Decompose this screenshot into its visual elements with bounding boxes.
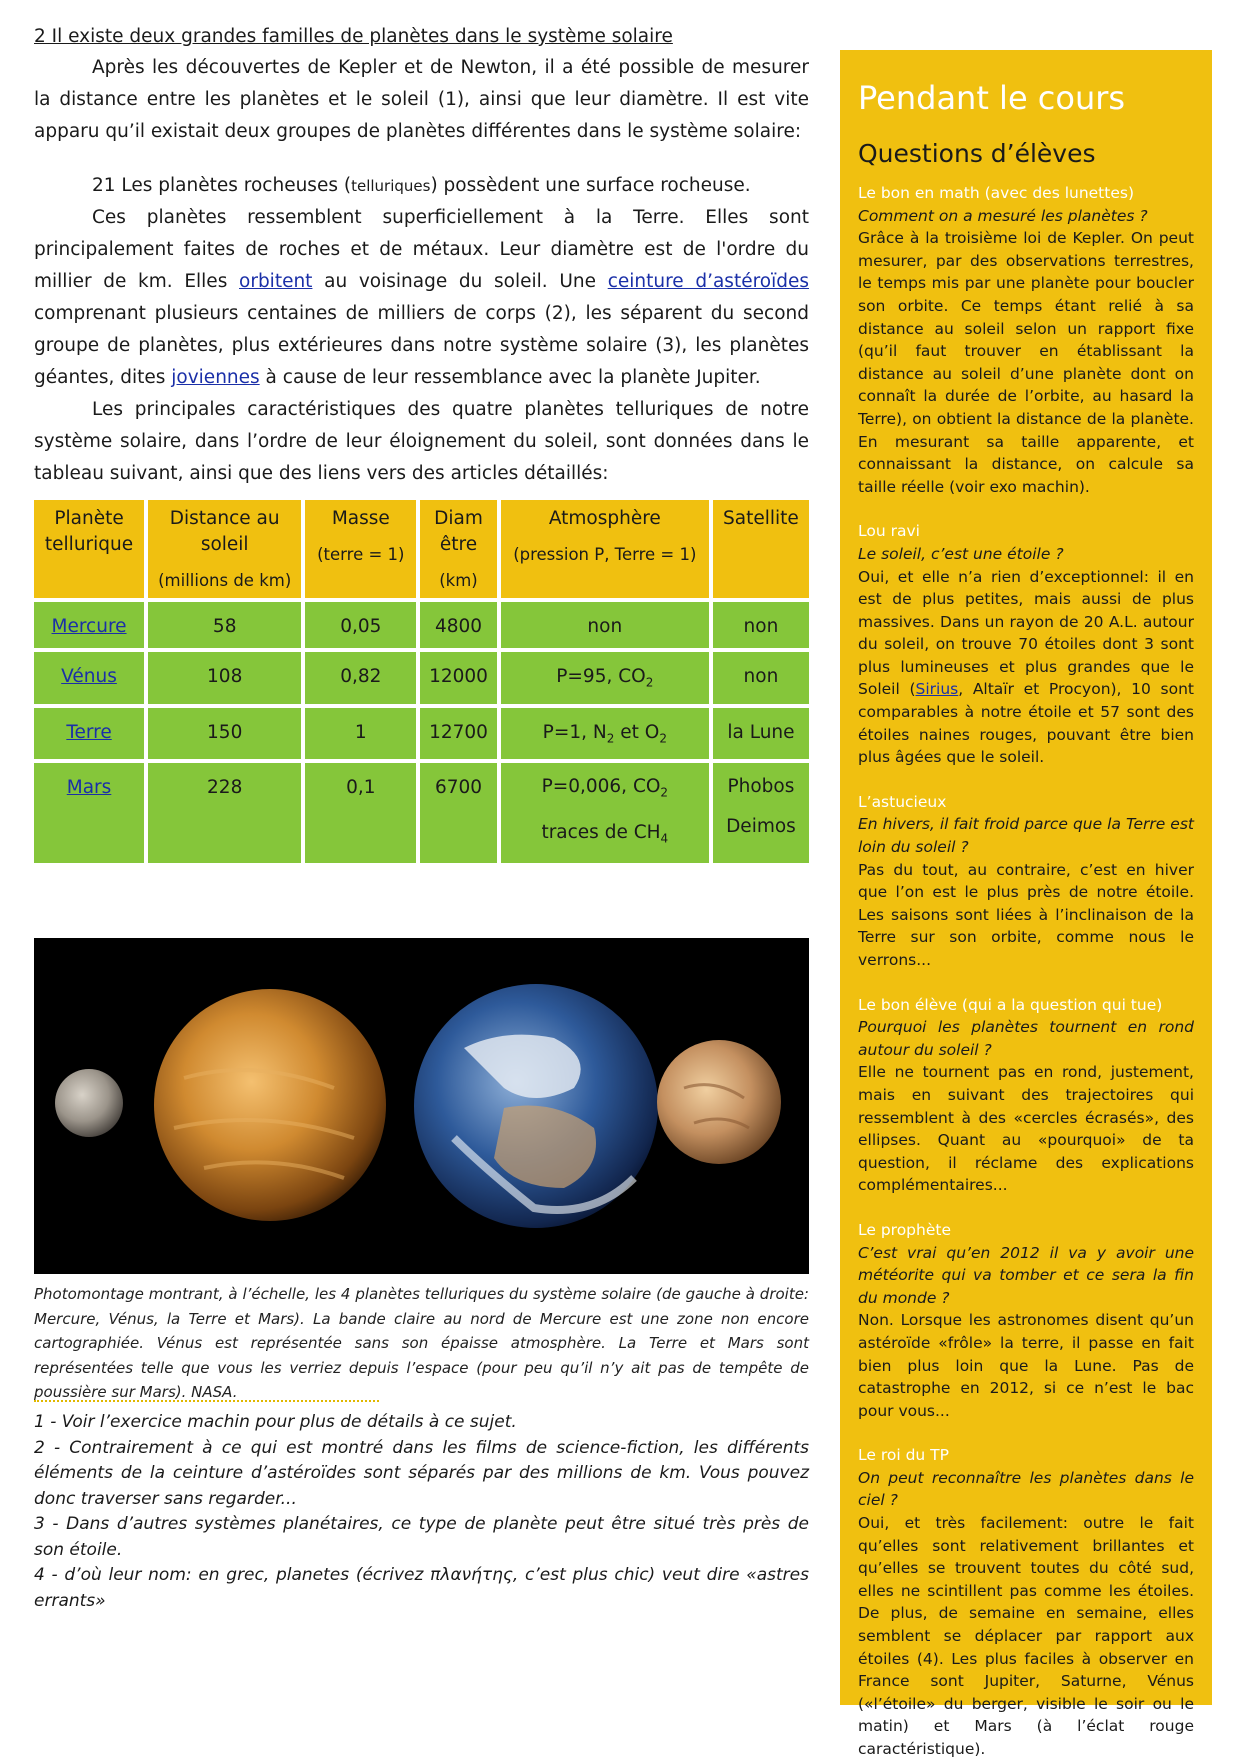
sidebar-subtitle: Questions d’élèves <box>858 139 1096 168</box>
cell-satellite: non <box>713 652 809 704</box>
teacher-answer: Elle ne tournent pas en rond, justement, mais en suivant des trajectoires qui ressemblent à des «cercles écrasés», des ellipses. Quant au «pourquoi» de ta question, il réclame des explications complémentaires... <box>858 1063 1194 1195</box>
table-row <box>34 708 809 760</box>
student-question: Le soleil, c’est une étoile ? <box>858 544 1064 563</box>
terre-link[interactable]: Terre <box>66 721 112 743</box>
question-block <box>858 520 1194 769</box>
subheading-text-end: ) possèdent une surface rocheuse. <box>430 175 751 196</box>
student-question: En hivers, il fait froid parce que la Terre est loin du soleil ? <box>858 815 1194 857</box>
col-satellite: Satellite <box>713 500 809 598</box>
para-text: à cause de leur ressemblance avec la planète Jupiter. <box>259 367 761 388</box>
student-name: L’astucieux <box>858 792 947 811</box>
cell-diameter: 6700 <box>420 763 496 862</box>
teacher-answer: Oui, et elle n’a rien d’exceptionnel: il en est de plus petites, mais aussi de plus massives. Dans un rayon de 20 A.L. autour du soleil, on trouve 70 étoiles dont 3 sont plus lumineuses et plus grandes que le Soleil (Sirius, Altaïr et Procyon), 10 sont comparables à notre étoile et 57 sont des étoiles naines rouges, pouvant être bien plus âgées que le soleil. <box>858 567 1194 767</box>
table-header-row <box>34 500 809 598</box>
footnote-2: 2 - Contrairement à ce qui est montré dans les films de science-fiction, les différents éléments de la ceinture d’astéroïdes sont séparés par des millions de km. Vous pouvez donc traverser sans regarder... <box>34 1437 809 1509</box>
cell-satellite: la Lune <box>713 708 809 760</box>
section-heading: 2 Il existe deux grandes familles de planètes dans le système solaire <box>34 26 673 47</box>
teacher-answer: Oui, et très facilement: outre le fait qu’elles sont relativement brillantes et qu’elles se trouvent toutes du côté sud, elles ne scintillent pas comme les étoiles. De plus, de semaine en semaine, elles semblent se déplacer par rapport aux étoiles (4). Les plus faciles à observer en France sont Jupiter, Saturne, Vénus («l’étoile» du berger, visible le soir ou le matin) et Mars (à l’éclat rouge caractéristique). <box>858 1514 1194 1758</box>
footnote-3: 3 - Dans d’autres systèmes planétaires, ce type de planète peut être situé très près de son étoile. <box>34 1514 809 1560</box>
cell-distance: 58 <box>148 602 301 648</box>
sidebar-title: Pendant le cours <box>858 79 1126 117</box>
cell-atmosphere: P=0,006, $CO_2$ traces de $CH_4$ <box>501 763 709 862</box>
planets-photomontage <box>34 938 809 1274</box>
cell-atmosphere: P=1, $N_2$ et $O_2$ <box>501 708 709 760</box>
student-question: Comment on a mesuré les planètes ? <box>858 206 1148 225</box>
cell-mass: 0,1 <box>305 763 416 862</box>
teacher-answer: Non. Lorsque les astronomes disent qu’un astéroïde «frôle» la terre, il passe en fait bien plus loin que la Lune. Pas de catastrophe en 2012, si ce n’est le bac pour vous... <box>858 1311 1194 1420</box>
mars-planet <box>657 1040 781 1164</box>
main-column <box>34 24 809 867</box>
cell-atmosphere: P=95, $CO_2$ <box>501 652 709 704</box>
photo-caption: Photomontage montrant, à l’échelle, les 4 planètes telluriques du système solaire (de gauche à droite: Mercure, Vénus, la Terre et Mars). La bande claire au nord de Mercure est une zone non encore cartographiée. Vénus est représentée sans son épaisse atmosphère. La Terre et Mars sont représentées telle que vous les verriez depuis l’espace (pour peu qu’il n’y ait pas de tempête de poussière sur Mars). NASA. <box>34 1285 809 1401</box>
table-row <box>34 652 809 704</box>
table-row <box>34 602 809 648</box>
question-block <box>858 791 1194 972</box>
footnotes <box>34 1410 809 1614</box>
mars-link[interactable]: Mars <box>66 777 112 799</box>
planets-table <box>30 496 813 867</box>
col-planet: Planète tellurique <box>34 500 144 598</box>
student-name: Le bon en math (avec des lunettes) <box>858 184 1134 202</box>
cell-mass: 1 <box>305 708 416 760</box>
col-atmosphere: Atmosphère (pression P, Terre = 1) <box>501 500 709 598</box>
footnote-1: 1 - Voir l’exercice machin pour plus de détails à ce sujet. <box>34 1412 517 1432</box>
mercure-link[interactable]: Mercure <box>51 616 127 637</box>
cell-distance: 150 <box>148 708 301 760</box>
orbitent-link[interactable]: orbitent <box>239 271 313 292</box>
cell-atmosphere: non <box>501 602 709 648</box>
sirius-link[interactable]: Sirius <box>915 680 959 699</box>
para-text: comprenant plusieurs centaines de milliers de corps (2), les séparent du second groupe de planètes, plus extérieures dans notre système solaire (3), les planètes géantes, dites <box>34 303 809 388</box>
question-block <box>858 994 1194 1197</box>
student-question: C’est vrai qu’en 2012 il va y avoir une météorite qui va tomber et ce sera la fin du monde ? <box>858 1243 1194 1307</box>
question-block <box>858 1219 1194 1422</box>
cell-satellite: non <box>713 602 809 648</box>
table-row <box>34 763 809 862</box>
col-distance: Distance au soleil (millions de km) <box>148 500 301 598</box>
student-question: Pourquoi les planètes tournent en rond autour du soleil ? <box>858 1018 1194 1059</box>
table-intro-paragraph: Les principales caractéristiques des quatre planètes telluriques de notre système solaire, dans l’ordre de leur éloignement du soleil, sont données dans le tableau suivant, ainsi que des liens vers des articles détaillés: <box>34 399 809 484</box>
cell-satellite: Phobos Deimos <box>713 763 809 862</box>
teacher-answer: Pas du tout, au contraire, c’est en hiver que l’on est le plus près de notre étoile. Les saisons sont liées à l’inclinaison de la Terre sur son orbite, comme nous le verrons... <box>858 860 1194 969</box>
cell-mass: 0,82 <box>305 652 416 704</box>
cell-distance: 108 <box>148 652 301 704</box>
intro-paragraph: Après les découvertes de Kepler et de Newton, il a été possible de mesurer la distance entre les planètes et le soleil (1), ainsi que leur diamètre. Il est vite apparu qu’il existait deux groupes de planètes différentes dans le système solaire: <box>34 57 809 142</box>
asteroid-belt-link[interactable]: ceinture d’astéroïdes <box>607 271 809 292</box>
para-text: Ces planètes ressemblent superficiellement à la Terre. Elles sont principalement faites de roches et de métaux. Leur diamètre est de l'ordre du millier de km. Elles <box>34 207 809 292</box>
cell-diameter: 12000 <box>420 652 496 704</box>
subheading-rocky-planets <box>34 170 809 202</box>
sidebar-questions <box>840 50 1212 1758</box>
teacher-answer: Grâce à la troisième loi de Kepler. On peut mesurer, par des observations terrestres, le temps mis par une planète pour boucler son orbite. Ce temps étant relié à sa distance au soleil selon un rapport fixe (qu’il faut trouver en établissant la distance au soleil d’une planète dont on connaît la durée de l’orbite, au hasard la Terre), on obtient la distance de la planète. En mesurant sa taille apparente, et connaissant la distance, on calcule sa taille réelle (voir exo machin). <box>858 229 1194 496</box>
subheading-text: 21 Les planètes rocheuses ( <box>92 175 352 196</box>
subheading-small-text: telluriques <box>351 177 431 195</box>
footnote-4: 4 - d’où leur nom: en grec, planetes (écrivez πλανήτης, c’est plus chic) veut dire «astres errants» <box>34 1565 809 1611</box>
student-name: Lou ravi <box>858 522 920 541</box>
student-name: Le prophète <box>858 1220 951 1239</box>
student-name: Le roi du TP <box>858 1446 949 1465</box>
col-mass: Masse (terre = 1) <box>305 500 416 598</box>
para-text: au voisinage du soleil. Une <box>312 271 608 292</box>
cell-distance: 228 <box>148 763 301 862</box>
student-question: On peut reconnaître les planètes dans le ciel ? <box>858 1468 1194 1510</box>
venus-planet <box>154 989 386 1221</box>
question-block <box>858 182 1194 498</box>
telluric-paragraph <box>34 202 809 394</box>
venus-link[interactable]: Vénus <box>61 666 117 687</box>
planets-image <box>34 938 809 1274</box>
footnote-separator <box>34 1400 379 1402</box>
cell-diameter: 12700 <box>420 708 496 760</box>
student-name: Le bon élève (qui a la question qui tue) <box>858 995 1163 1014</box>
question-block <box>858 1444 1194 1760</box>
col-diameter: Diam être (km) <box>420 500 496 598</box>
cell-mass: 0,05 <box>305 602 416 648</box>
cell-diameter: 4800 <box>420 602 496 648</box>
joviennes-link[interactable]: joviennes <box>171 367 260 388</box>
mercury-planet <box>55 1069 123 1137</box>
